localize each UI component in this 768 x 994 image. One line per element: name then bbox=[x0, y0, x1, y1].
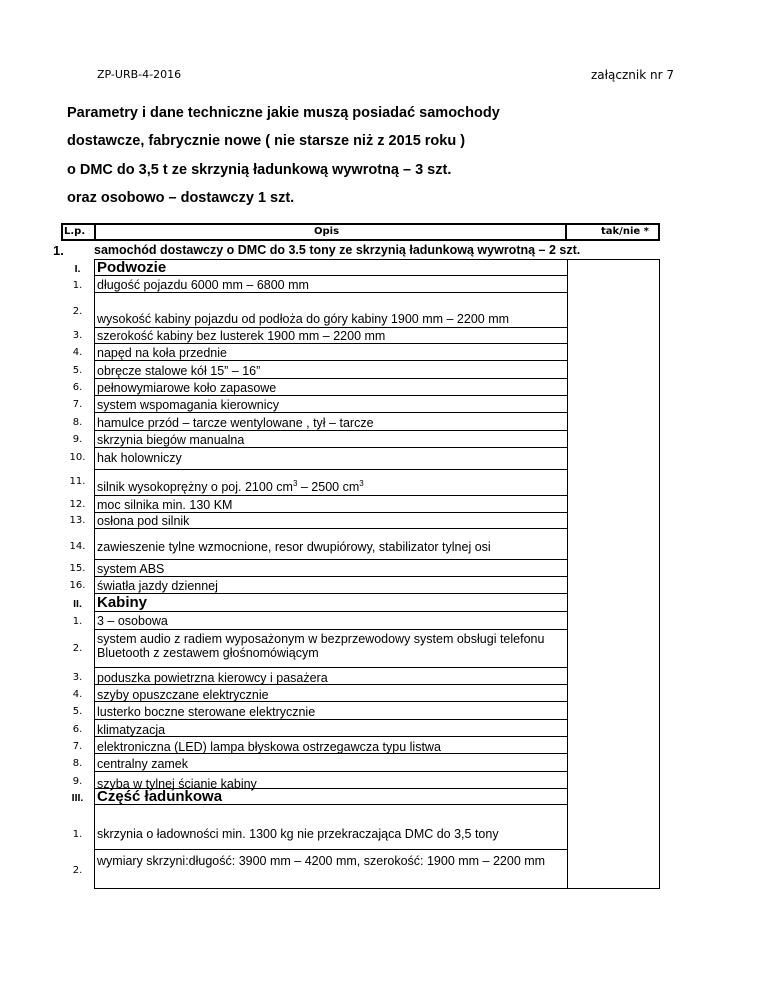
specification-table bbox=[53, 223, 660, 889]
row-number: 8. bbox=[72, 417, 83, 428]
title-line-1: Parametry i dane techniczne jakie muszą posiadać samochody bbox=[67, 105, 500, 121]
unit-superscript: 3 bbox=[292, 479, 298, 488]
engine-text: silnik wysokoprężny o poj. 2100 cm bbox=[97, 480, 293, 495]
row-description: hamulce przód – tarcze wentylowane , tył – tarcze bbox=[97, 416, 374, 430]
row-description: moc silnika min. 130 KM bbox=[97, 498, 233, 512]
row-number: 16. bbox=[69, 580, 86, 591]
section-title: Część ładunkowa bbox=[97, 788, 223, 805]
row-number: 3. bbox=[72, 672, 83, 683]
title-line-2: dostawcze, fabrycznie nowe ( nie starsze niż z 2015 roku ) bbox=[67, 133, 466, 149]
row-number: 4. bbox=[72, 689, 83, 700]
row-description: system wspomagania kierownicy bbox=[97, 398, 280, 412]
row-number: 15. bbox=[69, 563, 86, 574]
row-description: poduszka powietrzna kierowcy i pasażera bbox=[97, 671, 328, 685]
row-number: 5. bbox=[72, 706, 83, 717]
row-description: system audio z radiem wyposażonym w bezprzewodowy system obsługi telefonu Bluetooth z zestawem głośnomówiącym bbox=[97, 632, 545, 660]
row-description: długość pojazdu 6000 mm – 6800 mm bbox=[97, 278, 309, 292]
col-opis-header: Opis bbox=[314, 226, 340, 237]
row-number: 8. bbox=[72, 758, 83, 769]
section-number: III. bbox=[71, 792, 84, 804]
col-taknie-header: tak/nie * bbox=[601, 226, 649, 237]
row-description: wymiary skrzyni:długość: 3900 mm – 4200 mm, szerokość: 1900 mm – 2200 mm bbox=[97, 854, 546, 868]
row-description: hak holowniczy bbox=[97, 451, 182, 465]
row-number: 1. bbox=[72, 616, 83, 627]
row-number: 2. bbox=[72, 306, 83, 317]
item-description: samochód dostawczy o DMC do 3.5 tony ze skrzynią ładunkową wywrotną – 2 szt. bbox=[94, 243, 581, 257]
row-number: 9. bbox=[72, 434, 83, 445]
row-description: skrzynia o ładowności min. 1300 kg nie przekraczająca DMC do 3,5 tony bbox=[97, 827, 499, 841]
title-line-3: o DMC do 3,5 t ze skrzynią ładunkową wywrotną – 3 szt. bbox=[67, 162, 452, 178]
row-number: 11. bbox=[69, 476, 86, 487]
item-number: 1. bbox=[53, 243, 64, 258]
row-description: centralny zamek bbox=[97, 757, 189, 771]
section-title: Kabiny bbox=[97, 594, 148, 611]
row-description: szyba w tylnej ścianie kabiny bbox=[97, 777, 257, 791]
row-description bbox=[97, 477, 567, 494]
row-description: elektroniczna (LED) lampa błyskowa ostrzegawcza typu listwa bbox=[97, 740, 441, 754]
row-description: światła jazdy dziennej bbox=[97, 579, 218, 593]
row-description: szerokość kabiny bez lusterek 1900 mm – 2200 mm bbox=[97, 329, 386, 343]
section-title: Podwozie bbox=[97, 259, 167, 276]
row-description: skrzynia biegów manualna bbox=[97, 433, 245, 447]
row-description: pełnowymiarowe koło zapasowe bbox=[97, 381, 277, 395]
engine-text-2: – 2500 cm bbox=[297, 480, 360, 495]
row-description: 3 – osobowa bbox=[97, 614, 168, 628]
document-id: ZP-URB-4-2016 bbox=[97, 68, 182, 81]
col-lp-header: L.p. bbox=[64, 226, 86, 237]
attachment-label: załącznik nr 7 bbox=[590, 68, 674, 82]
row-number: 14. bbox=[69, 541, 86, 552]
row-number: 2. bbox=[72, 865, 83, 876]
row-description: napęd na koła przednie bbox=[97, 346, 227, 360]
row-number: 10. bbox=[69, 452, 86, 463]
row-number: 1. bbox=[72, 829, 83, 840]
row-number: 1. bbox=[72, 280, 83, 291]
unit-superscript: 3 bbox=[359, 479, 364, 488]
row-number: 6. bbox=[72, 382, 83, 393]
row-number: 12. bbox=[69, 499, 86, 510]
row-description: wysokość kabiny pojazdu od podłoża do góry kabiny 1900 mm – 2200 mm bbox=[97, 312, 510, 326]
row-number: 7. bbox=[72, 741, 83, 752]
row-description: system ABS bbox=[97, 562, 165, 576]
row-number: 9. bbox=[72, 776, 83, 787]
row-number: 4. bbox=[72, 347, 83, 358]
section-number: II. bbox=[73, 598, 82, 610]
row-description: osłona pod silnik bbox=[97, 514, 190, 528]
row-number: 3. bbox=[72, 330, 83, 341]
row-number: 6. bbox=[72, 724, 83, 735]
title-line-4: oraz osobowo – dostawczy 1 szt. bbox=[67, 190, 295, 206]
row-description: lusterko boczne sterowane elektrycznie bbox=[97, 705, 316, 719]
row-description: zawieszenie tylne wzmocnione, resor dwupiórowy, stabilizator tylnej osi bbox=[97, 540, 491, 554]
row-number: 7. bbox=[72, 399, 83, 410]
row-number: 2. bbox=[72, 643, 83, 654]
row-number: 5. bbox=[72, 365, 83, 376]
row-description: obręcze stalowe kół 15” – 16” bbox=[97, 364, 261, 378]
section-number: I. bbox=[74, 263, 81, 275]
row-number: 13. bbox=[69, 515, 86, 526]
row-description: szyby opuszczane elektrycznie bbox=[97, 688, 269, 702]
row-description: klimatyzacja bbox=[97, 723, 166, 737]
